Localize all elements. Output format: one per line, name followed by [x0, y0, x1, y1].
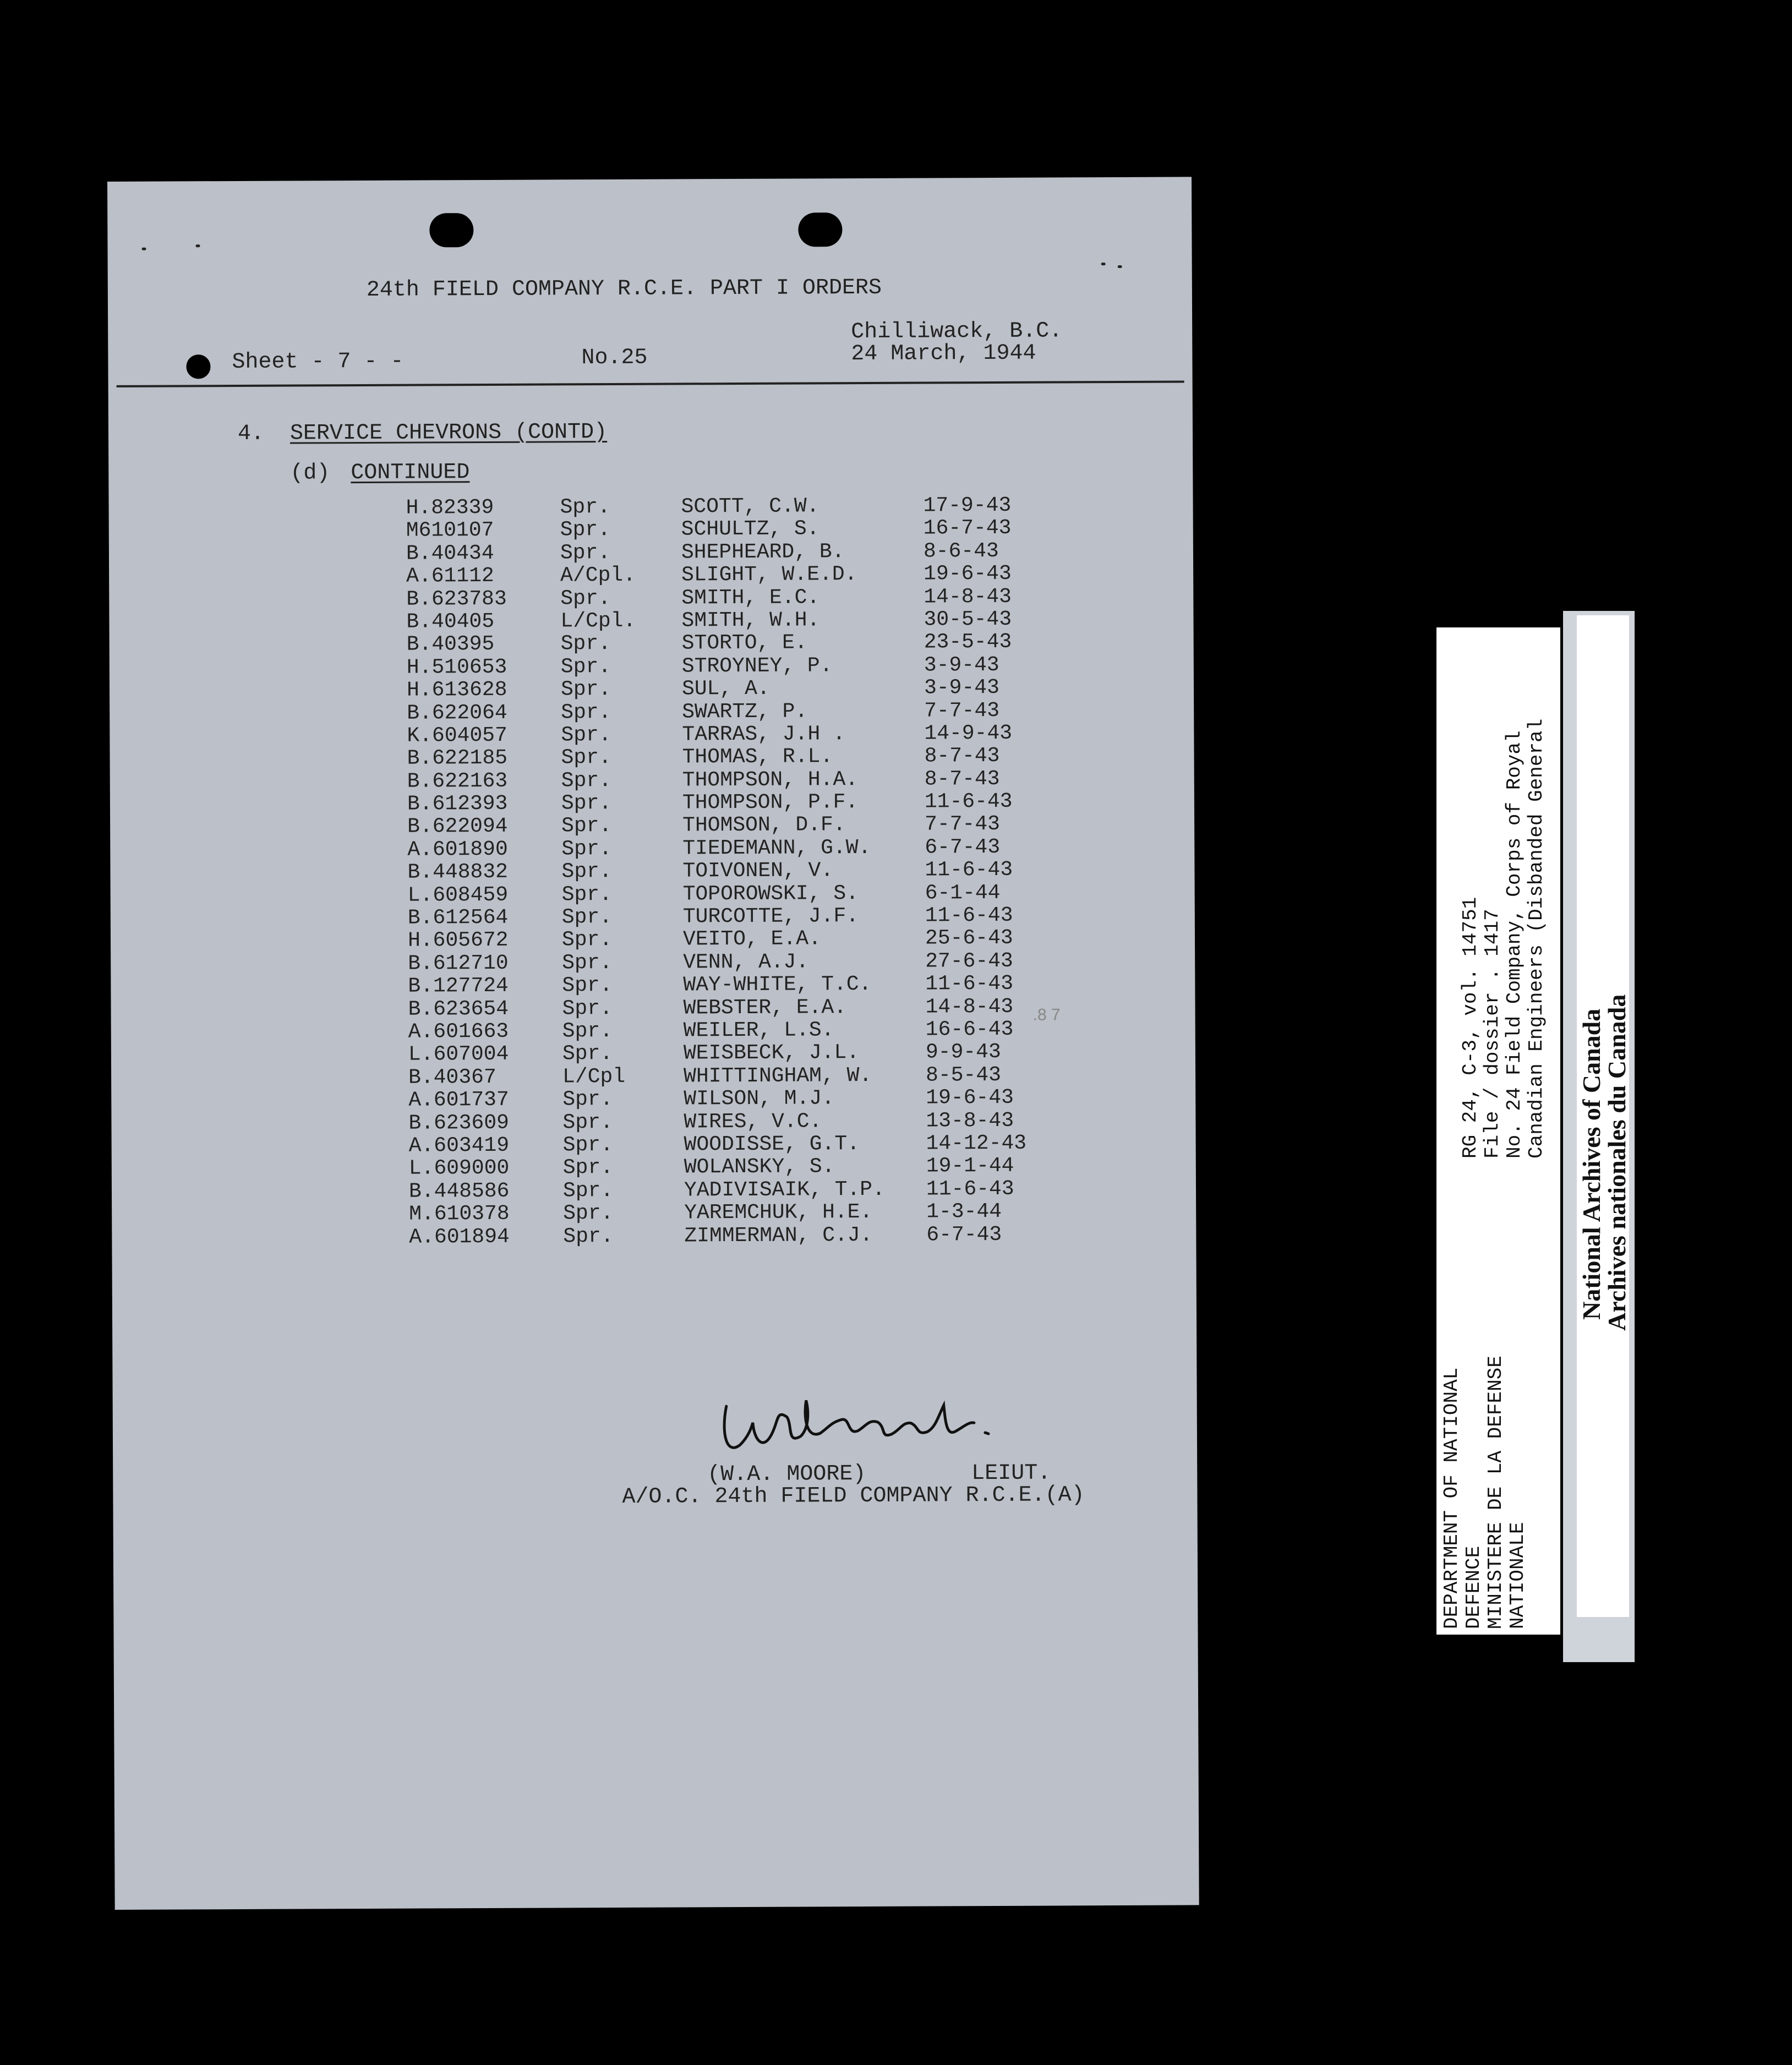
rank: Spr.	[562, 996, 613, 1021]
service-number: A.601890	[407, 837, 508, 862]
soldier-name: VEITO, E.A.	[682, 927, 821, 952]
service-number: B.40405	[406, 609, 495, 634]
chevron-date: 6-7-43	[925, 835, 1001, 860]
rank: Spr.	[560, 518, 611, 542]
rank: Spr.	[561, 791, 612, 816]
soldier-name: YAREMCHUK, H.E.	[684, 1200, 873, 1225]
service-number: B.448586	[408, 1179, 510, 1204]
service-number: H.613628	[406, 678, 507, 702]
rank: Spr.	[561, 746, 611, 770]
chevron-date: 8-7-43	[924, 767, 1000, 791]
rank: Spr.	[562, 1019, 613, 1044]
dept-line-1: DEPARTMENT OF NATIONAL	[1440, 1367, 1463, 1629]
table-row	[407, 699, 1045, 724]
soldier-name: THOMSON, D.F.	[682, 813, 846, 838]
table-row	[407, 722, 1045, 747]
soldier-name: STORTO, E.	[681, 631, 807, 655]
table-row	[408, 1109, 1047, 1134]
sheet-number: Sheet - 7 - -	[232, 349, 404, 375]
table-row	[409, 1177, 1047, 1203]
table-row	[407, 653, 1045, 679]
chevron-date: 11-6-43	[925, 903, 1013, 928]
soldier-name: WHITTINGHAM, W.	[684, 1063, 872, 1089]
service-number: B.622094	[407, 815, 508, 839]
chevron-date: 14-12-43	[926, 1131, 1027, 1156]
table-row	[408, 1041, 1047, 1066]
soldier-name: WEILER, L.S.	[683, 1018, 834, 1043]
service-number: H.510653	[406, 655, 507, 680]
chevron-date: 6-7-43	[926, 1222, 1002, 1247]
soldier-name: THOMAS, R.L.	[682, 745, 833, 769]
table-row	[406, 585, 1045, 610]
rank: Spr.	[561, 814, 612, 838]
soldier-name: SUL, A.	[681, 676, 770, 701]
soldier-name: SMITH, W.H.	[681, 608, 820, 633]
order-number: No.25	[581, 345, 648, 371]
service-number: B.40434	[406, 541, 494, 566]
rank: Spr.	[561, 860, 612, 884]
service-number: B.612393	[407, 791, 508, 816]
margin-dot	[186, 354, 210, 379]
rank: Spr.	[562, 950, 613, 975]
rank: Spr.	[562, 1042, 613, 1066]
chevron-date: 8-7-43	[924, 744, 1000, 768]
table-row	[407, 676, 1045, 702]
soldier-name: TOIVONEN, V.	[682, 859, 834, 883]
chevron-date: 8-6-43	[923, 539, 999, 564]
service-number: H.82339	[406, 495, 494, 520]
rank: Spr.	[561, 837, 612, 861]
table-row	[407, 813, 1046, 838]
table-row	[408, 1063, 1047, 1089]
service-number: A.601894	[409, 1225, 510, 1249]
chevron-date: 13-8-43	[926, 1108, 1014, 1133]
chevron-date: 11-6-43	[924, 789, 1013, 814]
subsection-marker: (d)	[290, 461, 330, 486]
soldier-name: WOLANSKY, S.	[684, 1155, 835, 1179]
soldier-name: SCHULTZ, S.	[681, 517, 819, 542]
soldier-name: SWARTZ, P.	[682, 699, 808, 724]
service-number: B.40395	[406, 632, 495, 657]
document-page	[107, 177, 1199, 1910]
soldier-name: SLIGHT, W.E.D.	[681, 562, 857, 587]
chevron-date: 11-6-43	[925, 858, 1013, 882]
chevron-date: 19-6-43	[926, 1085, 1014, 1110]
service-number: A.601663	[408, 1019, 509, 1044]
rank: Spr.	[562, 974, 613, 998]
desc-line-1: No. 24 Field Company, Corps of Royal	[1503, 730, 1526, 1159]
chevron-date: 7-7-43	[925, 812, 1001, 837]
soldier-name: STROYNEY, P.	[681, 653, 833, 679]
rank: Spr.	[562, 1133, 613, 1157]
service-number: B.40367	[408, 1065, 496, 1090]
dept-line-4: NATIONALE	[1506, 1522, 1529, 1629]
desc-line-2: Canadian Engineers (Disbanded General	[1525, 718, 1548, 1159]
service-number: B.622064	[407, 701, 507, 725]
service-number: B.623609	[408, 1111, 509, 1135]
service-number: H.605672	[407, 928, 509, 953]
signatory-name: (W.A. MOORE)	[707, 1462, 866, 1488]
table-row	[407, 790, 1046, 816]
soldier-name: THOMPSON, P.F.	[682, 790, 859, 815]
table-row	[409, 1132, 1047, 1157]
order-place: Chilliwack, B.C.	[851, 319, 1063, 345]
handwritten-signature	[710, 1383, 1002, 1467]
chevron-date: 16-7-43	[923, 516, 1012, 540]
rank: Spr.	[560, 632, 611, 656]
rank: L/Cpl	[562, 1064, 626, 1089]
table-row	[407, 835, 1046, 861]
soldier-name: THOMPSON, H.A.	[682, 767, 859, 793]
service-number: A.603419	[408, 1133, 510, 1158]
rank: Spr.	[562, 1178, 614, 1203]
soldier-name: WILSON, M.J.	[684, 1086, 835, 1111]
rank: Spr.	[563, 1224, 614, 1248]
rank: Spr.	[561, 928, 613, 952]
service-number: B.623654	[408, 997, 509, 1021]
soldier-name: TIEDEMANN, G.W.	[682, 835, 871, 861]
rank: Spr.	[562, 1156, 614, 1180]
order-title: 24th FIELD COMPANY R.C.E. PART I ORDERS	[366, 275, 882, 303]
table-row	[408, 1018, 1047, 1044]
chevron-date: 30-5-43	[924, 607, 1012, 632]
section-number: 4.	[237, 421, 265, 446]
chevron-date: 8-5-43	[926, 1063, 1002, 1088]
margin-note: .8 7	[1032, 1006, 1061, 1024]
service-number: B.622185	[407, 746, 508, 771]
service-number: K.604057	[407, 723, 507, 748]
rank: Spr.	[561, 723, 611, 747]
chevron-date: 27-6-43	[925, 949, 1013, 974]
table-row	[408, 995, 1046, 1020]
rank: Spr.	[561, 905, 613, 930]
archive-reference-label	[1436, 627, 1560, 1635]
chevron-date: 7-7-43	[924, 698, 1000, 723]
service-number: B.127724	[408, 974, 509, 998]
soldier-name: WEISBECK, J.L.	[683, 1041, 860, 1066]
chevron-date: 9-9-43	[925, 1040, 1001, 1064]
rank: Spr.	[562, 1110, 613, 1134]
chevron-date: 17-9-43	[923, 493, 1012, 518]
table-row	[408, 1086, 1047, 1112]
service-chevron-list	[406, 494, 1048, 1249]
soldier-name: VENN, A.J.	[683, 950, 809, 975]
table-row	[408, 904, 1046, 930]
archive-name-strip	[1577, 615, 1629, 1617]
table-row	[409, 1155, 1047, 1180]
chevron-date: 1-3-44	[926, 1200, 1002, 1224]
soldier-name: ZIMMERMAN, C.J.	[684, 1223, 873, 1248]
table-row	[408, 973, 1046, 998]
soldier-name: TARRAS, J.H .	[682, 722, 845, 747]
punch-hole-right	[798, 212, 842, 247]
table-row	[406, 494, 1045, 520]
chevron-date: 3-9-43	[924, 653, 999, 678]
chevron-date: 25-6-43	[925, 926, 1013, 950]
chevron-date: 14-8-43	[925, 995, 1014, 1019]
soldier-name: WEBSTER, E.A.	[683, 995, 847, 1020]
soldier-name: YADIVISAIK, T.P.	[684, 1177, 885, 1203]
service-number: B.622163	[407, 769, 508, 794]
soldier-name: WOODISSE, G.T.	[684, 1132, 860, 1157]
service-number: A.601737	[408, 1088, 509, 1112]
ref-line-1: RG 24, C-3, vol. 14751	[1459, 897, 1482, 1159]
chevron-date: 3-9-43	[924, 676, 999, 700]
rank: L/Cpl.	[560, 609, 636, 633]
service-number: B.448832	[407, 860, 509, 884]
table-row	[407, 631, 1045, 656]
punch-hole-left	[429, 213, 473, 247]
soldier-name: SMITH, E.C.	[681, 585, 820, 610]
service-number: L.609000	[408, 1156, 510, 1181]
ref-line-2: File / dossier . 1417	[1481, 909, 1504, 1159]
service-number: L.608459	[407, 883, 509, 908]
chevron-date: 19-1-44	[926, 1154, 1014, 1178]
chevron-date: 16-6-43	[925, 1017, 1014, 1042]
rank: Spr.	[561, 768, 612, 793]
soldier-name: SHEPHEARD, B.	[681, 539, 845, 565]
table-row	[407, 745, 1045, 770]
soldier-name: SCOTT, C.W.	[681, 494, 819, 519]
chevron-date: 14-9-43	[924, 721, 1013, 746]
service-number: M.610378	[409, 1201, 510, 1226]
table-row	[408, 881, 1046, 906]
archive-name-fr: Archives nationales du Canada	[1603, 994, 1631, 1331]
rank: Spr.	[563, 1201, 614, 1226]
table-row	[409, 1200, 1047, 1226]
chevron-date: 23-5-43	[924, 630, 1012, 654]
rank: Spr.	[560, 654, 611, 679]
service-number: L.607004	[408, 1042, 509, 1067]
archive-name-en: National Archives of Canada	[1577, 1008, 1605, 1320]
service-number: B.612564	[407, 905, 509, 930]
soldier-name: TURCOTTE, J.F.	[682, 904, 859, 929]
service-number: M610107	[406, 518, 494, 543]
section-title: SERVICE CHEVRONS (CONTD)	[289, 420, 608, 446]
soldier-name: WAY-WHITE, T.C.	[683, 973, 872, 997]
chevron-date: 6-1-44	[925, 881, 1001, 905]
service-number: B.612710	[408, 951, 509, 976]
header-rule	[117, 380, 1184, 387]
dept-line-2: DEFENCE	[1462, 1545, 1485, 1629]
chevron-date: 19-6-43	[924, 562, 1012, 586]
rank: A/Cpl.	[560, 563, 636, 588]
dept-line-3: MINISTERE DE LA DEFENSE	[1484, 1356, 1507, 1629]
table-row	[409, 1223, 1047, 1248]
signatory-title: A/O.C. 24th FIELD COMPANY R.C.E.(A)	[622, 1483, 1085, 1510]
table-row	[406, 517, 1045, 542]
service-number: B.623783	[406, 587, 507, 611]
table-row	[406, 562, 1045, 588]
soldier-name: WIRES, V.C.	[684, 1109, 822, 1134]
table-row	[407, 767, 1046, 793]
chevron-date: 11-6-43	[926, 1177, 1014, 1201]
service-number: A.61112	[406, 564, 494, 588]
soldier-name: TOPOROWSKI, S.	[682, 881, 859, 906]
rank: Spr.	[561, 882, 612, 907]
rank: Spr.	[562, 1088, 613, 1112]
rank: Spr.	[560, 495, 610, 520]
subsection-title: CONTINUED	[351, 460, 470, 486]
table-row	[406, 539, 1045, 565]
rank: Spr.	[560, 540, 611, 565]
order-date: 24 March, 1944	[851, 341, 1036, 367]
rank: Spr.	[560, 586, 611, 610]
rank: Spr.	[561, 700, 611, 724]
chevron-date: 11-6-43	[925, 972, 1014, 996]
table-row	[407, 859, 1046, 884]
table-row	[408, 927, 1046, 952]
rank: Spr.	[560, 678, 611, 702]
table-row	[406, 608, 1045, 633]
table-row	[408, 949, 1046, 975]
chevron-date: 14-8-43	[924, 584, 1012, 609]
signatory-rank: LEIUT.	[971, 1461, 1051, 1487]
